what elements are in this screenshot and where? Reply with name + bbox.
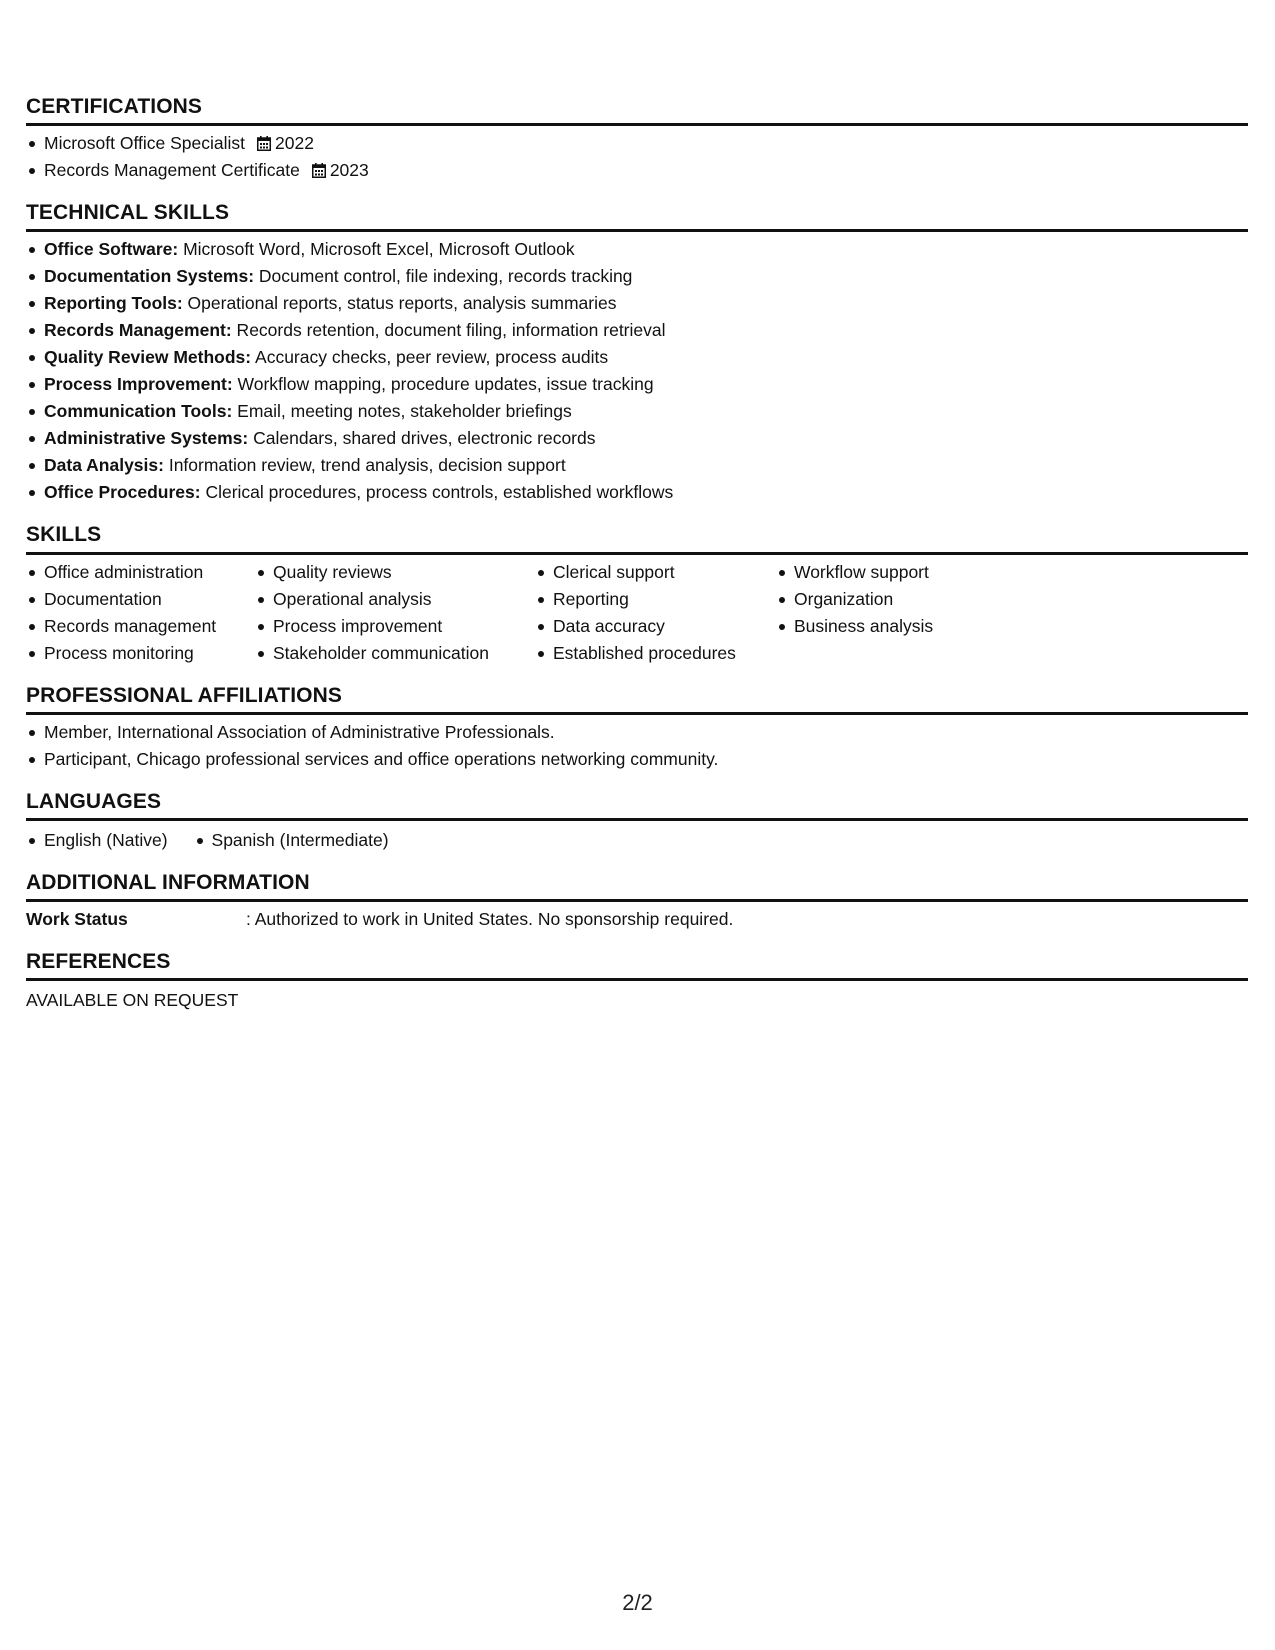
technical-skill-value: Records retention, document filing, information retrieval	[231, 320, 666, 341]
skills-heading: SKILLS	[26, 522, 1248, 554]
calendar-icon	[257, 132, 271, 147]
technical-skill-item	[26, 371, 1248, 398]
skill-item: Established procedures	[535, 640, 776, 667]
language-item: Spanish (Intermediate)	[194, 827, 389, 854]
resume-page	[26, 94, 1248, 1014]
skill-item: Quality reviews	[255, 559, 535, 586]
certifications-list	[26, 130, 1248, 184]
technical-skill-item	[26, 398, 1248, 425]
certification-item	[26, 130, 1248, 157]
work-status-label: Work Status	[26, 909, 128, 930]
technical-skill-value: Information review, trend analysis, decision support	[163, 455, 566, 476]
skills-column	[255, 559, 535, 667]
technical-skill-value: Clerical procedures, process controls, established workflows	[200, 482, 674, 503]
certifications-section	[26, 94, 1248, 184]
technical-skill-item	[26, 236, 1248, 263]
technical-skills-list	[26, 236, 1248, 506]
language-item: English (Native)	[26, 827, 168, 854]
technical-skill-item	[26, 425, 1248, 452]
certifications-heading: CERTIFICATIONS	[26, 94, 1248, 126]
technical-skill-value: Calendars, shared drives, electronic records	[248, 428, 596, 449]
certification-name: Records Management Certificate	[44, 160, 300, 181]
technical-skill-label: Communication Tools:	[44, 401, 233, 422]
technical-skill-label: Records Management:	[44, 320, 232, 341]
technical-skill-label: Data Analysis:	[44, 455, 164, 476]
skills-column	[776, 559, 1026, 667]
technical-skill-value: Operational reports, status reports, analysis summaries	[182, 293, 617, 314]
technical-skill-item	[26, 479, 1248, 506]
skill-item: Process monitoring	[26, 640, 255, 667]
skills-column	[535, 559, 776, 667]
technical-skill-label: Process Improvement:	[44, 374, 233, 395]
skills-grid	[26, 559, 1248, 667]
affiliations-list	[26, 719, 1248, 773]
skill-item: Stakeholder communication	[255, 640, 535, 667]
references-section	[26, 949, 1248, 1014]
skill-item: Records management	[26, 613, 255, 640]
technical-skill-value: Document control, file indexing, records tracking	[254, 266, 633, 287]
skills-section	[26, 522, 1248, 666]
skills-column	[26, 559, 255, 667]
additional-information-heading: ADDITIONAL INFORMATION	[26, 870, 1248, 902]
technical-skill-item	[26, 317, 1248, 344]
affiliations-heading: PROFESSIONAL AFFILIATIONS	[26, 683, 1248, 715]
affiliation-item: Member, International Association of Administrative Professionals.	[26, 719, 1248, 746]
technical-skill-label: Administrative Systems:	[44, 428, 249, 449]
technical-skill-value: Email, meeting notes, stakeholder briefings	[232, 401, 572, 422]
skill-item: Data accuracy	[535, 613, 776, 640]
technical-skill-item	[26, 344, 1248, 371]
skill-item: Organization	[776, 586, 1026, 613]
technical-skill-value: Accuracy checks, peer review, process audits	[251, 347, 609, 368]
skill-item: Process improvement	[255, 613, 535, 640]
technical-skill-label: Reporting Tools:	[44, 293, 183, 314]
calendar-icon	[312, 159, 326, 174]
languages-heading: LANGUAGES	[26, 789, 1248, 821]
work-status-row	[26, 906, 1248, 933]
affiliation-item: Participant, Chicago professional services and office operations networking community.	[26, 746, 1248, 773]
technical-skill-item	[26, 290, 1248, 317]
skill-item: Office administration	[26, 559, 255, 586]
certification-name: Microsoft Office Specialist	[44, 133, 245, 154]
skill-item: Reporting	[535, 586, 776, 613]
languages-section	[26, 789, 1248, 854]
additional-information-section	[26, 870, 1248, 933]
technical-skill-value: Workflow mapping, procedure updates, issue tracking	[232, 374, 654, 395]
technical-skill-label: Quality Review Methods:	[44, 347, 252, 368]
technical-skill-label: Office Procedures:	[44, 482, 201, 503]
skill-item: Operational analysis	[255, 586, 535, 613]
technical-skill-value: Microsoft Word, Microsoft Excel, Microsoft Outlook	[178, 239, 575, 260]
skill-item: Business analysis	[776, 613, 1026, 640]
technical-skill-item	[26, 263, 1248, 290]
affiliations-section	[26, 683, 1248, 773]
technical-skills-heading: TECHNICAL SKILLS	[26, 200, 1248, 232]
technical-skills-section	[26, 200, 1248, 506]
skill-item: Documentation	[26, 586, 255, 613]
technical-skill-label: Documentation Systems:	[44, 266, 255, 287]
skill-item: Clerical support	[535, 559, 776, 586]
certification-item	[26, 157, 1248, 184]
page-number: 2/2	[622, 1590, 653, 1615]
technical-skill-item	[26, 452, 1248, 479]
technical-skill-label: Office Software:	[44, 239, 179, 260]
certification-year: 2022	[275, 133, 314, 154]
references-text: AVAILABLE ON REQUEST	[26, 990, 239, 1011]
work-status-value: : Authorized to work in United States. No sponsorship required.	[246, 909, 734, 930]
references-heading: REFERENCES	[26, 949, 1248, 981]
certification-year: 2023	[329, 160, 369, 181]
skill-item: Workflow support	[776, 559, 1026, 586]
languages-list	[26, 827, 1248, 854]
